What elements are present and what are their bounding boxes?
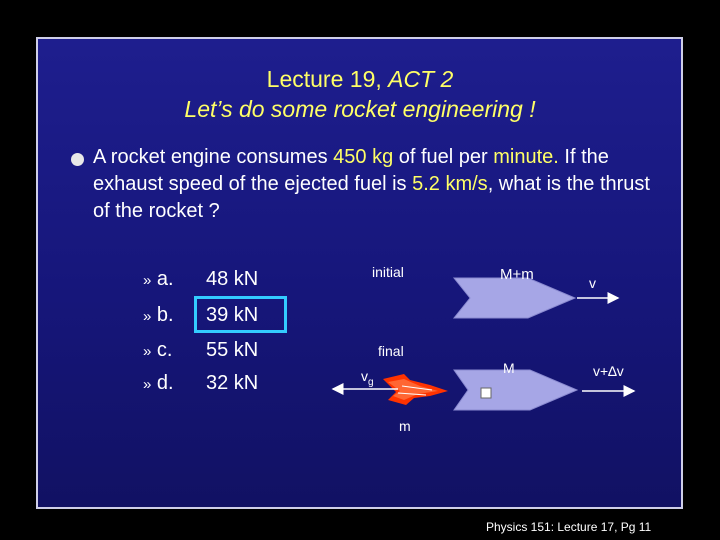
exhaust-velocity-label xyxy=(361,368,374,388)
option-c-answer[interactable]: 55 kN xyxy=(206,339,259,361)
option-letter: c. xyxy=(156,339,173,361)
exhaust-velocity-symbol: v xyxy=(361,368,368,384)
question-part: , what is the thrust of the rocket ? xyxy=(93,173,650,222)
exhaust-velocity-subscript: g xyxy=(368,376,374,388)
ejected-mass-label: m xyxy=(399,418,411,434)
chevron-icon: » xyxy=(143,343,152,360)
question-highlight: 450 kg xyxy=(333,146,394,168)
initial-mass-label: M+m xyxy=(500,266,534,283)
initial-rocket-body xyxy=(454,278,575,318)
initial-velocity-label: v xyxy=(589,275,596,291)
slide-subtitle: Let’s do some rocket engineering ! xyxy=(184,96,536,122)
option-b-answer[interactable]: 39 kN xyxy=(206,304,259,326)
question-highlight: 5.2 km/s xyxy=(412,173,488,195)
final-rocket-body xyxy=(454,370,577,410)
question-part: A rocket engine consumes xyxy=(93,146,334,168)
title-act: ACT 2 xyxy=(388,66,454,92)
chevron-icon: » xyxy=(143,272,152,289)
question-part: If the exhaust speed of the ejected fuel is xyxy=(93,146,609,195)
initial-label: initial xyxy=(372,264,404,280)
final-velocity-label: v+∆v xyxy=(593,363,624,379)
option-a-answer[interactable]: 48 kN xyxy=(206,268,259,290)
option-letter: b. xyxy=(156,304,174,326)
final-label: final xyxy=(378,343,404,359)
slide-footer: Physics 151: Lecture 17, Pg 11 xyxy=(486,520,652,534)
question-highlight: minute. xyxy=(493,146,559,168)
option-letter: a. xyxy=(156,268,174,290)
option-letter: d. xyxy=(156,372,174,394)
final-mass-label: M xyxy=(503,360,515,376)
ejected-fuel-icon xyxy=(481,388,491,398)
chevron-icon: » xyxy=(143,308,152,325)
question-part: of fuel per xyxy=(393,146,494,168)
title-prefix: Lecture 19, xyxy=(266,66,389,92)
chevron-icon: » xyxy=(143,376,152,393)
option-d-answer[interactable]: 32 kN xyxy=(206,372,259,394)
